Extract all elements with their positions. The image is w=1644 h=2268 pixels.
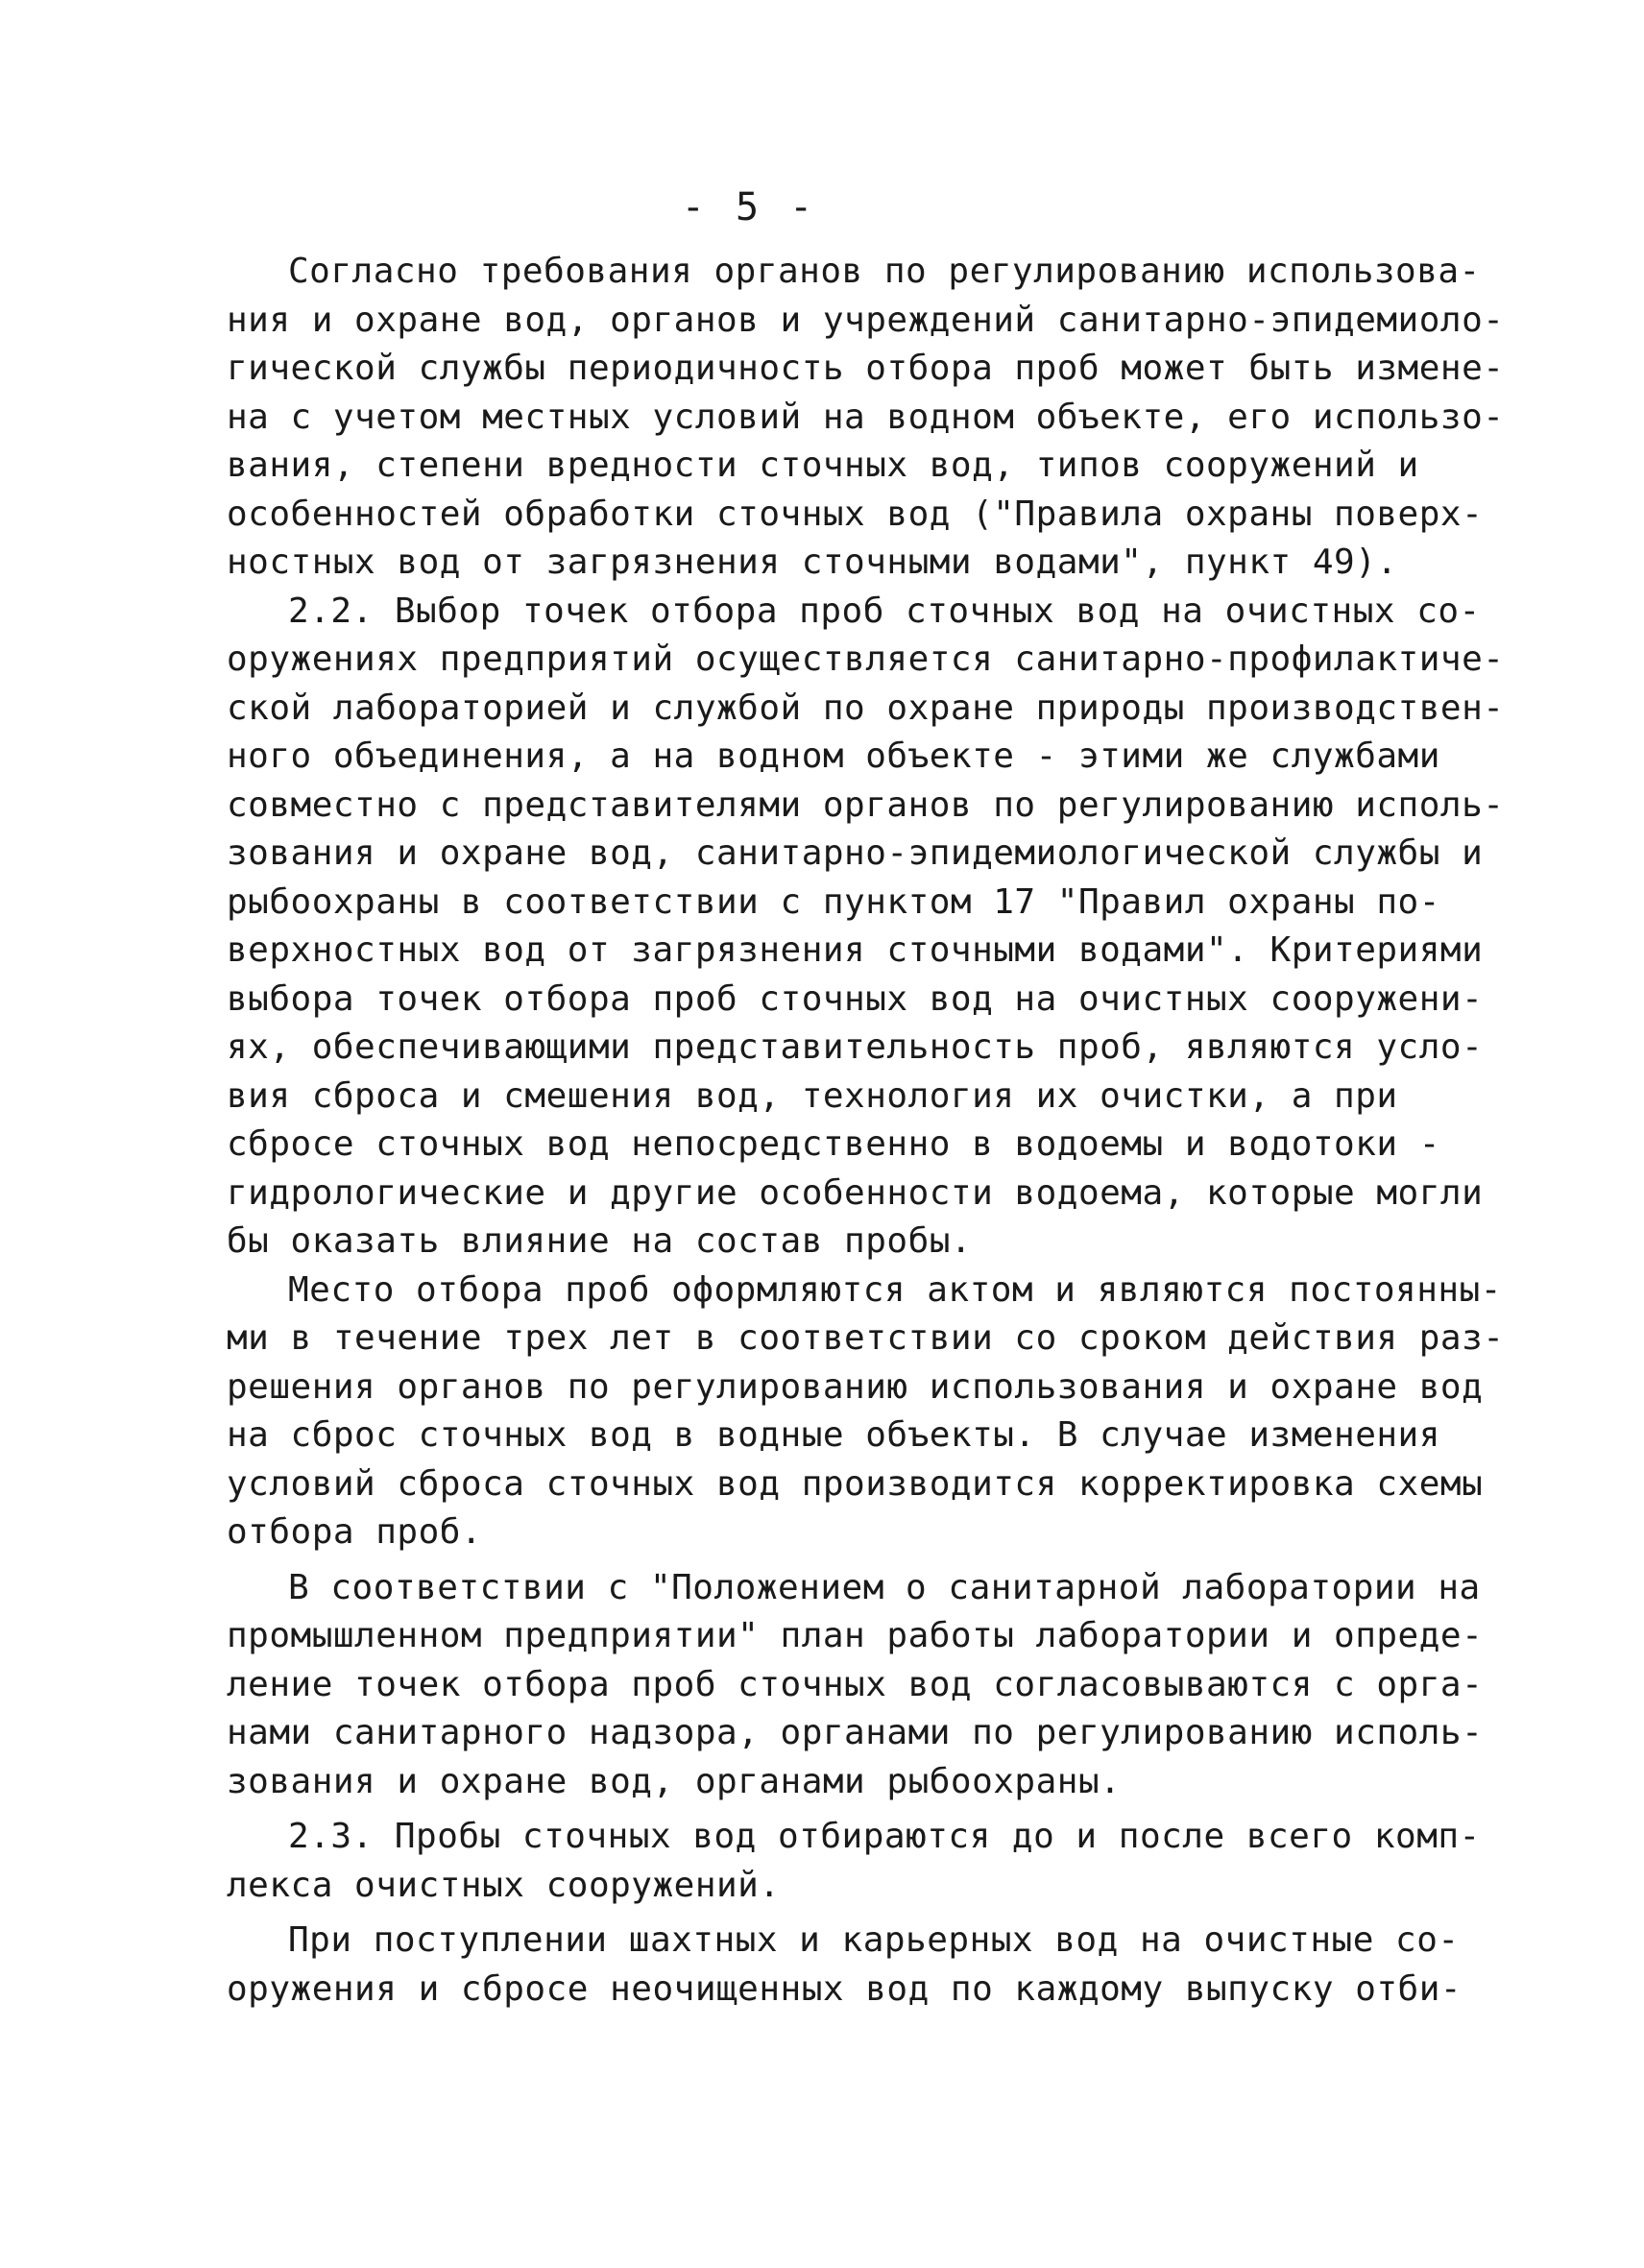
text-line: ской лабораторией и службой по охране природы производствен- — [227, 688, 1505, 728]
text-line: Согласно требования органов по регулированию использова- — [288, 252, 1481, 291]
text-line: условий сброса сточных вод производится корректировка схемы — [227, 1463, 1484, 1504]
text-line: ми в течение трех лет в соответствии со сроком действия раз- — [227, 1318, 1505, 1358]
text-line: вия сброса и смешения вод, технология их очистки, а при — [227, 1075, 1398, 1116]
text-line: ях, обеспечивающими представительность проб, являются усло- — [227, 1027, 1484, 1067]
text-line: лекса очистных сооружений. — [227, 1865, 781, 1905]
text-line: ление точек отбора проб сточных вод согласовываются с орга- — [227, 1664, 1484, 1704]
text-line: нами санитарного надзора, органами по регулированию исполь- — [227, 1713, 1484, 1752]
text-line: оружениях предприятий осуществляется санитарно-профилактиче- — [227, 639, 1505, 679]
text-line: оружения и сбросе неочищенных вод по каждому выпуску отби- — [227, 1968, 1463, 2009]
text-line: на сброс сточных вод в водные объекты. В случае изменения — [227, 1415, 1440, 1455]
text-line: гической службы периодичность отбора проб может быть измене- — [227, 349, 1505, 388]
text-line: ния и охране вод, органов и учреждений санитарно-эпидемиоло- — [227, 300, 1505, 340]
text-line: вания, степени вредности сточных вод, типов сооружений и — [227, 446, 1419, 485]
text-line: совместно с представителями органов по регулированию исполь- — [227, 784, 1505, 825]
text-line: промышленном предприятии" план работы лаборатории и опреде- — [227, 1616, 1484, 1655]
page-number: - 5 - — [681, 185, 817, 229]
text-line: сбросе сточных вод непосредственно в водоемы и водотоки - — [227, 1124, 1440, 1164]
text-line: В соответствии с "Положением о санитарной лаборатории на — [288, 1567, 1481, 1607]
text-line: бы оказать влияние на состав пробы. — [227, 1221, 973, 1261]
text-line: верхностных вод от загрязнения сточными водами". Критериями — [227, 930, 1484, 970]
text-line: зования и охране вод, органами рыбоохраны. — [227, 1761, 1122, 1801]
text-line: 2.2. Выбор точек отбора проб сточных вод на очистных со- — [288, 591, 1481, 631]
text-line: ного объединения, а на водном объекте - этими же службами — [227, 736, 1440, 776]
text-line: 2.3. Пробы сточных вод отбираются до и после всего комп- — [288, 1817, 1481, 1856]
text-line: зования и охране вод, санитарно-эпидемиологической службы и — [227, 833, 1484, 873]
text-line: гидрологические и другие особенности водоема, которые могли — [227, 1172, 1484, 1213]
text-line: особенностей обработки сточных вод ("Правила охраны поверх- — [227, 494, 1484, 534]
text-line: При поступлении шахтных и карьерных вод на очистные со- — [288, 1920, 1460, 1960]
text-line: на с учетом местных условий на водном объекте, его использо- — [227, 397, 1505, 437]
text-line: решения органов по регулированию использования и охране вод — [227, 1366, 1484, 1407]
text-line: Место отбора проб оформляются актом и являются постоянны- — [288, 1269, 1502, 1310]
text-line: рыбоохраны в соответствии с пунктом 17 "Правил охраны по- — [227, 881, 1440, 922]
text-line: выбора точек отбора проб сточных вод на очистных сооружени- — [227, 978, 1484, 1019]
body-text — [227, 248, 1505, 2014]
text-line: отбора проб. — [227, 1512, 483, 1552]
text-line: ностных вод от загрязнения сточными водами", пункт 49). — [227, 543, 1398, 582]
